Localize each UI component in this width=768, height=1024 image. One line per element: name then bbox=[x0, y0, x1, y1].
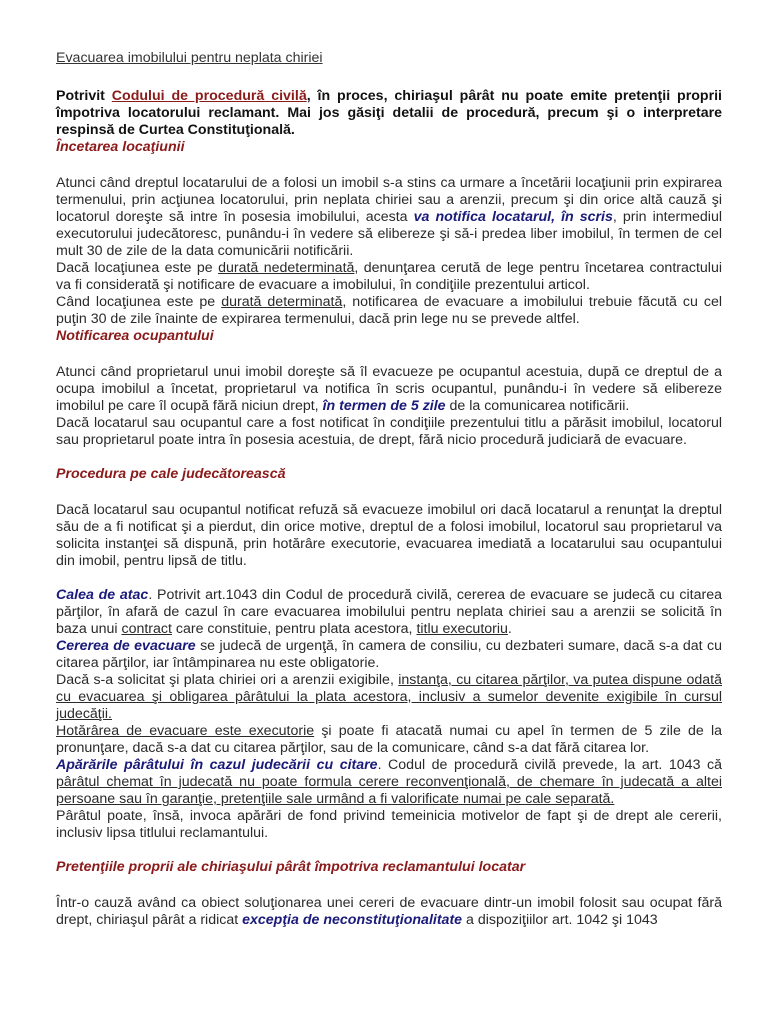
intro-text-start: Potrivit bbox=[56, 88, 112, 104]
underlined-term: durată nedeterminată bbox=[218, 260, 355, 276]
text: , notificarea de evacuare a imobilului trebuie făcută cu cel puţin 30 de zile înainte de expirarea termenului, dacă prin lege nu se prevede altfel. bbox=[56, 294, 723, 327]
emphasis: Calea de atac bbox=[56, 587, 149, 603]
paragraph bbox=[56, 364, 722, 415]
paragraph bbox=[56, 587, 722, 638]
paragraph bbox=[56, 895, 722, 929]
document-body bbox=[56, 50, 722, 929]
section-heading-notificarea: Notificarea ocupantului bbox=[56, 328, 214, 344]
intro-text-end: , în proces, chiriaşul pârât nu poate emite pretenţii proprii împotriva locatorului reclamant. Mai jos găsiţi detalii de procedură, precum şi o interpretare respinsă de Curtea Constituţională. bbox=[56, 88, 722, 138]
section-heading-procedura: Procedura pe cale judecătorească bbox=[56, 466, 286, 482]
paragraph bbox=[56, 638, 722, 672]
text: Atunci când proprietarul unui imobil doreşte să îl evacueze pe ocupantul acestuia, după ce dreptul de a ocupa imobilul a încetat, proprietarul va notifica în scris ocupantul, punându-i în vedere să elibereze imobilul pe care îl ocupă fără niciun drept, bbox=[56, 364, 722, 414]
text: se judecă de urgenţă, în camera de consiliu, cu dezbateri sumare, dacă s-a dat cu citarea părţilor, iar întâmpinarea nu este obligatorie. bbox=[56, 638, 722, 671]
paragraph bbox=[56, 757, 722, 808]
paragraph: Pârâtul poate, însă, invoca apărări de fond privind temeinicia motivelor de fapt şi de drept ale cererii, inclusiv lipsa titlului reclamantului. bbox=[56, 808, 722, 841]
section-heading-pretentiile: Pretenţiile proprii ale chiriaşului pârât împotriva reclamantului locatar bbox=[56, 859, 526, 875]
emphasis: în termen de 5 zile bbox=[322, 398, 446, 414]
intro-paragraph bbox=[56, 88, 722, 139]
text: Dacă locaţiunea este pe bbox=[56, 260, 219, 276]
emphasis: excepţia de neconstituţionalitate bbox=[242, 912, 463, 928]
page-title: Evacuarea imobilului pentru neplata chiriei bbox=[56, 50, 323, 66]
paragraph bbox=[56, 294, 722, 328]
underlined-term: Hotărârea de evacuare este executorie bbox=[56, 723, 315, 739]
underlined-term: pârâtul chemat în judecată nu poate formula cerere reconvenţională, de chemare în judecată a altei persoane sau în garanţie, pretenţiile sale urmând a fi valorificate numai pe cale separată. bbox=[56, 774, 722, 807]
emphasis: va notifica locatarul, în scris bbox=[413, 209, 613, 225]
emphasis: Cererea de evacuare bbox=[56, 638, 196, 654]
text: Într-o cauză având ca obiect soluţionarea unei cereri de evacuare dintr-un imobil folosit sau ocupat fără drept, chiriaşul pârât a ridicat bbox=[56, 895, 722, 928]
underlined-term: contract bbox=[121, 621, 172, 637]
underlined-term: instanţa, cu citarea părţilor, va putea dispune odată cu evacuarea şi obligarea pârâtului la plata acestora, inclusiv a sumelor devenite exigibile în cursul judecăţii. bbox=[56, 672, 722, 722]
text: care constituie, pentru plata acestora, bbox=[171, 621, 417, 637]
text: Dacă s-a solicitat şi plata chiriei ori a arenzii exigibile, bbox=[56, 672, 399, 688]
text: a dispoziţiilor art. 1042 şi 1043 bbox=[462, 912, 658, 928]
paragraph bbox=[56, 260, 722, 294]
text: de la comunicarea notificării. bbox=[445, 398, 630, 414]
text: , prin intermediul executorului judecătoresc, punându-i în vedere să elibereze şi să-i predea liber imobilul, în termen de cel mult 30 de zile de la data comunicării notificării. bbox=[56, 209, 722, 259]
underlined-term: durată determinată bbox=[221, 294, 343, 310]
emphasis: Apărările pârâtului în cazul judecării cu citare bbox=[56, 757, 378, 773]
section-heading-incetarea: Încetarea locaţiunii bbox=[56, 139, 185, 155]
text: . Potrivit art.1043 din Codul de procedură civilă, cererea de evacuare se judecă cu citarea părţilor, în afară de cazul în care evacuarea imobilului pentru neplata chiriei sau a arenzii se solicită în baza unui bbox=[56, 587, 722, 637]
underlined-term: titlu executoriu bbox=[416, 621, 508, 637]
paragraph bbox=[56, 672, 722, 723]
text: , denunţarea cerută de lege pentru încetarea contractului va fi considerată şi notificare de evacuare a imobilului, în condiţiile prezentului articol. bbox=[56, 260, 722, 293]
paragraph: Dacă locatarul sau ocupantul care a fost notificat în condiţiile prezentului titlu a părăsit imobilul, locatorul sau proprietarul poate intra în posesia acestuia, de drept, fără nicio procedură judiciară de evacuare. bbox=[56, 415, 722, 448]
cod-procedura-civila-link[interactable]: Codului de procedură civilă bbox=[111, 88, 307, 104]
text: Atunci când dreptul locatarului de a folosi un imobil s-a stins ca urmare a încetării locaţiunii prin expirarea termenului, prin acţiunea locatorului, prin neplata chiriei sau a arenzii, precum şi din orice altă cauză şi locatorul doreşte să intre în posesia imobilului, acesta bbox=[56, 175, 722, 225]
text: . Codul de procedură civilă prevede, la art. 1043 că bbox=[377, 757, 722, 773]
paragraph bbox=[56, 723, 722, 757]
text: şi poate fi atacată numai cu apel în termen de 5 zile de la pronunţare, dacă s-a dat cu citarea părţilor, sau de la comunicare, când s-a dat fără citarea lor. bbox=[56, 723, 722, 756]
paragraph bbox=[56, 175, 722, 260]
paragraph: Dacă locatarul sau ocupantul notificat refuză să evacueze imobilul ori dacă locatarul a renunţat la dreptul său de a fi notificat şi a pierdut, din orice motive, dreptul de a folosi imobilul, locatorul sau proprietarul va solicita instanţei să dispună, prin hotărâre executorie, evacuarea imediată a locatarului sau ocupantului din imobil, pentru lipsă de titlu. bbox=[56, 502, 722, 569]
text: . bbox=[507, 621, 512, 637]
text: Când locaţiunea este pe bbox=[56, 294, 222, 310]
